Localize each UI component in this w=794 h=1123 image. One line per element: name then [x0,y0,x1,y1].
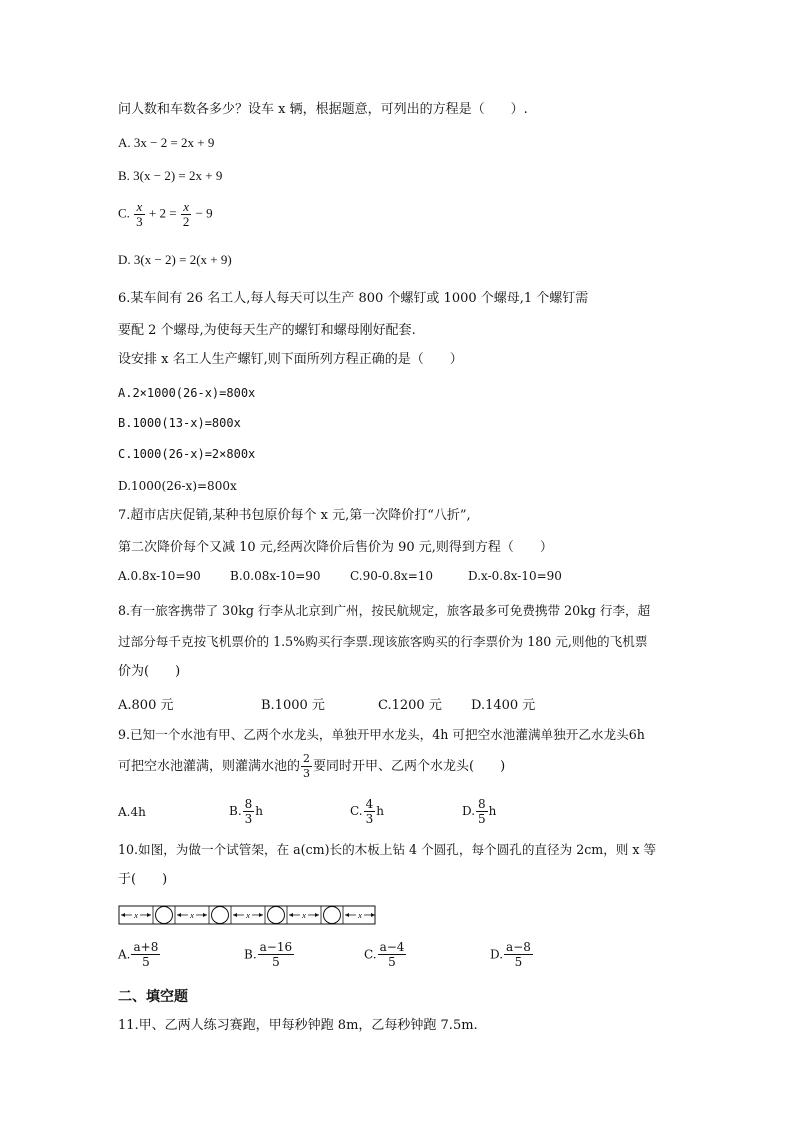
hole-circle [268,907,285,924]
q8-line-1: 8.有一旅客携带了 30kg 行李从北京到广州，按民航规定，旅客最多可免费携带 20kg 行李，超 [118,603,651,618]
q7-line-2: 第二次降价每个又减 10 元,经两次降价后售价为 90 元,则得到方程（ ） [118,540,553,555]
q9-option-a: A.4h [118,805,146,819]
rack-board [118,904,378,926]
q8-option-d: D.1400 元 [471,698,536,713]
hole-circle [156,907,173,924]
fraction: $\frac{2}{3}$ [303,752,311,780]
q7-option-d: D.x-0.8x-10=90 [468,569,562,583]
q6-line-3: 设安排 x 名工人生产螺钉,则下面所列方程正确的是（ ） [118,352,463,367]
q9-option-c: C. $\frac{4}{3}$ h [350,797,384,826]
q7-option-b: B.0.08x-10=90 [230,569,321,583]
segment-label: x [134,911,138,920]
q5-stem: 问人数和车数各多少？设车 x 辆，根据题意，可列出的方程是（ ）. [118,102,528,117]
q5-option-b: B. 3(x − 2) = 2x + 9 [118,168,223,183]
q10-option-b: B. $\frac{a-16}{5}$ [244,940,293,969]
q8-option-c: C.1200 元 [378,698,442,713]
hole-circle [324,907,341,924]
q11-line-1: 11.甲、乙两人练习赛跑，甲每秒钟跑 8m，乙每秒钟跑 7.5m. [118,1018,478,1033]
q9-option-b: B. $\frac{8}{3}$ h [229,797,264,826]
q8-options [118,694,678,716]
q7-option-c: C.90-0.8x=10 [350,569,434,583]
q10-option-a: A. $\frac{a+8}{5}$ [118,940,159,969]
q6-option-a: A.2×1000(26-x)=800x [118,386,256,400]
q6-option-c: C.1000(26-x)=2×800x [118,447,256,461]
q10-line-1: 10.如图，为做一个试管架，在 a(cm)长的木板上钻 4 个圆孔，每个圆孔的直径为 2cm，则 x 等 [118,842,657,857]
q5-option-c: C. $\frac{x}{3}$ + 2 = $\frac{x}{2}$ − 9 [118,199,213,229]
test-tube-rack-figure [118,904,378,926]
q9-line-1: 9.已知一个水池有甲、乙两个水龙头，单独开甲水龙头，4h 可把空水池灌满单独开乙水龙头6h [118,727,645,742]
section-title-fill-in: 二、填空题 [118,989,188,1005]
q7-option-a: A.0.8x-10=90 [118,569,201,583]
q6-option-d: D.1000(26-x)=800x [118,479,237,493]
q10-option-d: D. $\frac{a-8}{5}$ [490,940,531,969]
q8-line-2: 过部分每千克按飞机票价的 1.5%购买行李票.现该旅客购买的行李票价为 180 元,则他的飞机票 [118,634,648,649]
q6-line-2: 要配 2 个螺母,为使每天生产的螺钉和螺母刚好配套. [118,323,416,338]
q9-options [118,797,678,831]
segment-label: x [190,911,194,920]
segment-label: x [246,911,250,920]
q7-line-1: 7.超市店庆促销,某种书包原价每个 x 元,第一次降价打“八折”, [118,508,471,523]
fraction: $\frac{x}{3}$ [136,199,143,229]
segment-label: x [302,911,306,920]
q8-option-a: A.800 元 [118,698,174,713]
fraction: $\frac{x}{2}$ [182,199,190,229]
q7-options [118,569,678,591]
q8-option-b: B.1000 元 [261,698,325,713]
q9-option-d: D. $\frac{8}{5}$ h [462,797,497,826]
q10-line-2: 于( ) [118,872,168,887]
q10-options [118,940,678,978]
segment-label: x [358,911,362,920]
q8-line-3: 价为( ) [118,664,181,679]
q5-option-d: D. 3(x − 2) = 2(x + 9) [118,252,232,267]
q9-line-2: 可把空水池灌满，则灌满水池的 $\frac{2}{3}$ 要同时开甲、乙两个水龙头( ) [118,752,506,780]
q6-option-b: B.1000(13-x)=800x [118,416,241,430]
q10-option-c: C. $\frac{a-4}{5}$ [364,940,405,969]
q6-line-1: 6.某车间有 26 名工人,每人每天可以生产 800 个螺钉或 1000 个螺母,1 个螺钉需 [118,291,589,306]
hole-circle [212,907,229,924]
q5-option-a: A. 3x − 2 = 2x + 9 [118,135,215,150]
